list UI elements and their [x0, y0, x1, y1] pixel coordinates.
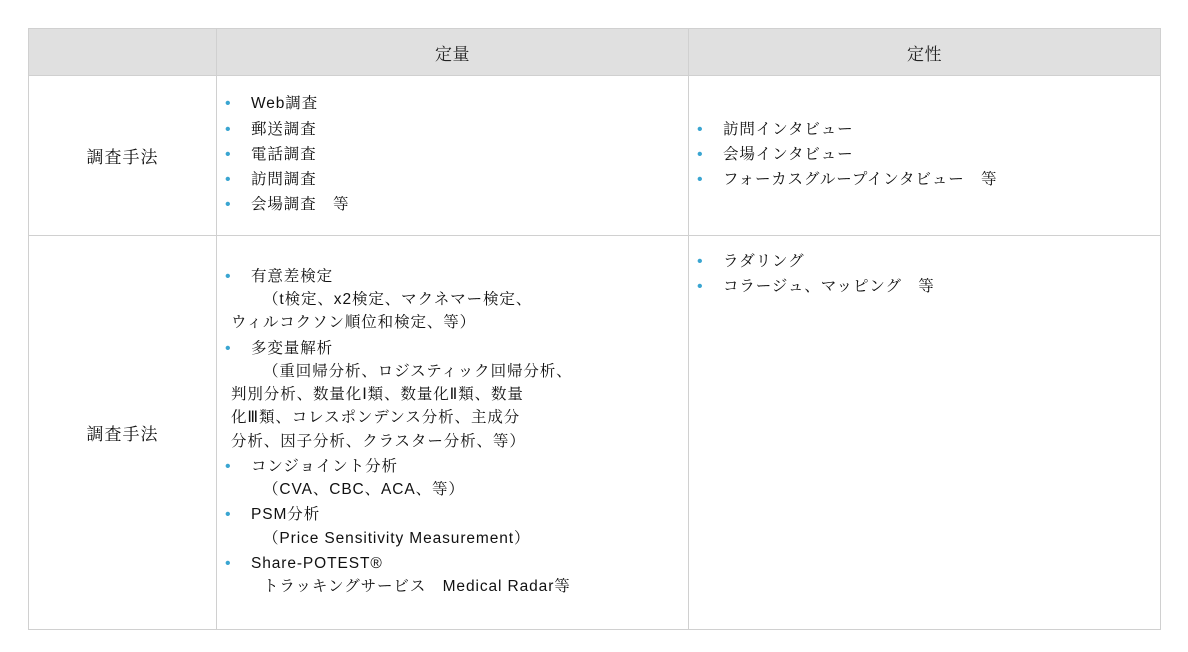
column-header-qualitative: 定性 — [689, 29, 1161, 76]
bullet-list — [689, 250, 1160, 299]
row-label-methods-2: 調査手法 — [29, 236, 217, 630]
list-item-label: フォーカスグループインタビュー 等 — [723, 171, 998, 189]
list-item — [689, 118, 1160, 141]
list-item-subline: 判別分析、数量化Ⅰ類、数量化Ⅱ類、数量 — [231, 386, 524, 403]
cell-qualitative-methods — [689, 76, 1161, 236]
list-item — [217, 143, 688, 166]
list-item-label: 会場インタビュー — [723, 145, 854, 163]
list-item-label: コラージュ、マッピング 等 — [723, 278, 935, 296]
table-body — [29, 76, 1161, 630]
list-item — [217, 337, 688, 453]
list-item — [217, 503, 688, 550]
cell-qualitative-analysis — [689, 236, 1161, 630]
list-item-label: Share-POTEST® — [251, 554, 383, 572]
list-item-subline: 化Ⅲ類、コレスポンデンス分析、主成分 — [231, 409, 521, 427]
bullet-list — [217, 92, 688, 216]
list-item-subline: 分析、因子分析、クラスター分析、等） — [231, 432, 526, 450]
bullet-list — [217, 265, 688, 599]
list-item-label: コンジョイント分析 — [251, 457, 398, 475]
list-item — [217, 118, 688, 141]
list-item — [689, 275, 1160, 298]
list-item-label: 訪問調査 — [251, 171, 317, 189]
list-item-label: 会場調査 等 — [251, 196, 350, 214]
list-item-subline: ウィルコクソン順位和検定、等） — [231, 314, 477, 332]
list-item — [689, 250, 1160, 273]
list-item-label: PSM分析 — [251, 506, 321, 524]
list-item-label: 訪問インタビュー — [723, 120, 854, 138]
table-row — [29, 236, 1161, 630]
list-item-label: 電話調査 — [251, 145, 317, 163]
list-item-subline: トラッキングサービス Medical Radar等 — [263, 578, 571, 595]
list-item — [217, 552, 688, 599]
list-item — [217, 92, 688, 115]
list-item-label: 多変量解析 — [251, 339, 334, 357]
list-item-label: ラダリング — [723, 253, 805, 270]
list-item-label: 有意差検定 — [251, 267, 334, 285]
cell-quantitative-analysis — [217, 236, 689, 630]
research-methods-table — [28, 28, 1161, 630]
table-header — [29, 29, 1161, 76]
list-item-label: 郵送調査 — [251, 120, 317, 138]
list-item — [689, 143, 1160, 166]
cell-quantitative-methods — [217, 76, 689, 236]
table-header-row — [29, 29, 1161, 76]
list-item-subline: （CVA、CBC、ACA、等） — [263, 481, 465, 498]
table-row — [29, 76, 1161, 236]
list-item-label: Web調査 — [251, 95, 319, 113]
table-corner-cell — [29, 29, 217, 76]
list-item — [217, 455, 688, 502]
row-label-methods-1: 調査手法 — [29, 76, 217, 236]
list-item — [217, 193, 688, 216]
list-item-subline: （重回帰分析、ロジスティック回帰分析、 — [263, 362, 573, 380]
bullet-list — [689, 118, 1160, 192]
list-item — [689, 168, 1160, 191]
list-item — [217, 168, 688, 191]
list-item-subline: （t検定、x2検定、マクネマー検定、 — [263, 291, 533, 308]
list-item — [217, 265, 688, 335]
column-header-quantitative: 定量 — [217, 29, 689, 76]
list-item-subline: （Price Sensitivity Measurement） — [263, 529, 531, 547]
